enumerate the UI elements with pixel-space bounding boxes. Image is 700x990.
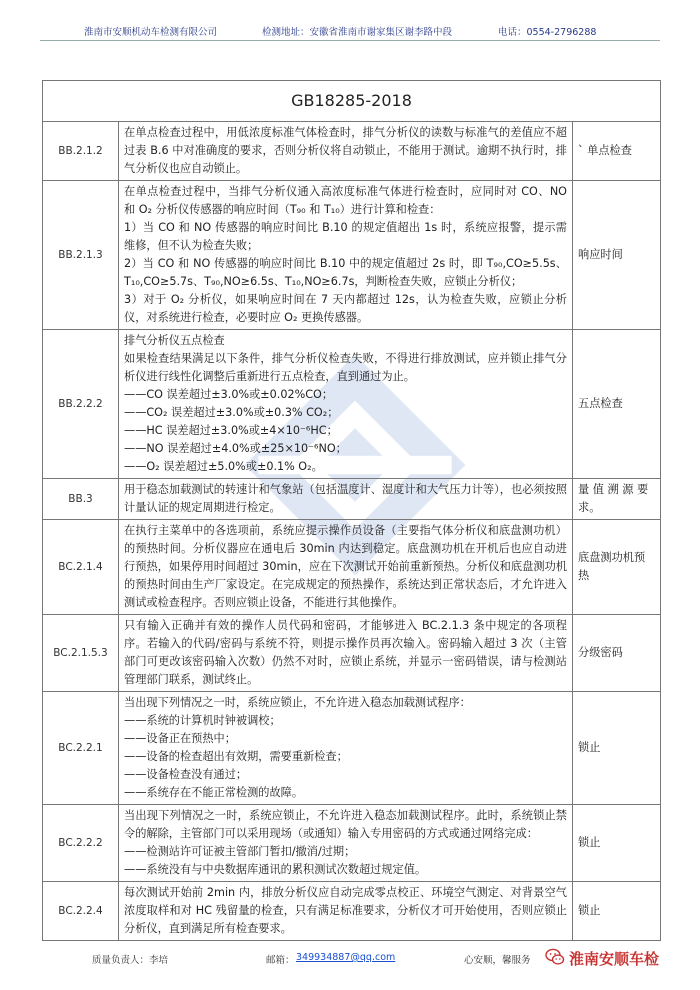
header-address: 检测地址：安徽省淮南市谢家集区谢李路中段 [262,27,453,38]
requirement-line: 1）当 CO 和 NO 传感器的响应时间比 B.10 的规定值超出 1s 时，系统应报警，提示需维修，但不认为检查失败； [124,221,567,252]
clause-code: BC.2.2.4 [43,882,119,941]
requirement-line: 在单点检查过程中，用低浓度标准气体检查时，排气分析仪的读数与标准气的差值应不超过表 B.6 中对准确度的要求，否则分析仪将自动锁止，不能用于测试。逾期不执行时，排气分析仪也应自动锁止。 [124,126,567,175]
requirement-line: 排气分析仪五点检查 [124,334,225,347]
table-row [43,122,661,181]
wechat-account-name: 淮南安顺车检 [569,950,660,968]
requirement-line: 如果检查结果满足以下条件，排气分析仪检查失败，不得进行排放测试，应并锁止排气分析仪进行线性化调整后重新进行五点检查，直到通过为止。 [124,352,567,383]
requirement-line: 当出现下列情况之一时，系统应锁止，不允许进入稳态加载测试程序。此时，系统锁止禁令的解除，主管部门可以采用现场（或通知）输入专用密码的方式或通过网络完成： [124,809,567,840]
clause-code: BC.2.1.4 [43,520,119,615]
header-company: 淮南市安顺机动车检测有限公司 [84,27,218,38]
table-title-row [43,81,661,122]
footer-qa-manager: 质量负责人：李培 [92,955,169,966]
clause-requirement [119,330,573,479]
clause-category: 五点检查 [573,330,661,479]
clause-code: BB.2.1.2 [43,122,119,181]
clause-category: 锁止 [573,692,661,805]
footer-slogan: 心安顺，馨服务 [464,955,531,966]
clause-requirement [119,520,573,615]
clause-requirement [119,122,573,181]
table-row [43,330,661,479]
table-row [43,882,661,941]
requirement-line: ——检测站许可证被主管部门暂扣/撤消/过期； [124,845,356,858]
page-footer [40,946,660,970]
clause-requirement [119,805,573,882]
table-row [43,805,661,882]
requirement-line: ——系统存在不能正常检测的故障。 [124,786,304,799]
clause-category: 响应时间 [573,181,661,330]
requirement-line: ——设备正在预热中； [124,732,236,745]
page-header [40,18,660,41]
requirement-line: 用于稳态加载测试的转速计和气象站（包括温度计、湿度计和大气压力计等），也必须按照计量认证的规定周期进行检定。 [124,483,567,514]
clause-requirement [119,479,573,520]
clause-requirement [119,615,573,692]
table-row [43,692,661,805]
requirement-line: ——O₂ 误差超过±5.0%或±0.1% O₂。 [124,460,323,473]
header-phone: 电话：0554-2796288 [498,27,597,38]
clause-requirement [119,692,573,805]
footer-mail-label: 邮箱： [266,955,295,966]
requirement-line: 在执行主菜单中的各选项前，系统应提示操作员设备（主要指气体分析仪和底盘测功机）的预热时间。分析仪器应在通电后 30min 内达到稳定。底盘测功机在开机后也应自动进行预热，如果停用时间超过 30min，应在下次测试开始前重新预热。分析仪和底盘测功机的预热时间由生产厂家设定。在完成规定的预热操作，系统达到正常状态后，才允许进入测试或检查程序。否则应锁止设备，不能进行其他操作。 [124,524,567,609]
requirement-line: 2）当 CO 和 NO 传感器的响应时间比 B.10 中的规定值超过 2s 时，即 T₉₀,CO≥5.5s、T₁₀,CO≥5.7s、T₉₀,NO≥6.5s、T₁₀,NO≥6.7s，判断检查失败，应锁止分析仪； [124,257,567,288]
clause-requirement [119,882,573,941]
requirement-line: ——系统没有与中央数据库通讯的累积测试次数超过规定值。 [124,863,427,876]
requirement-line: ——设备检查没有通过； [124,768,248,781]
clause-requirement [119,181,573,330]
table-row [43,520,661,615]
requirement-line: 在单点检查过程中，当排气分析仪通入高浓度标准气体进行检查时，应同时对 CO、NO 和 O₂ 分析仪传感器的响应时间（T₉₀ 和 T₁₀）进行计算和检查： [124,185,567,216]
requirement-line: 3）对于 O₂ 分析仪，如果响应时间在 7 天内都超过 12s，认为检查失败，应锁止分析仪，对系统进行检查，必要时应 O₂ 更换传感器。 [124,293,567,324]
table-title: GB18285-2018 [43,81,661,122]
clause-code: BC.2.2.2 [43,805,119,882]
requirement-line: ——系统的计算机时钟被调校； [124,714,281,727]
wechat-icon [545,947,565,967]
clause-category: 分级密码 [573,615,661,692]
requirement-line: 只有输入正确并有效的操作人员代码和密码，才能够进入 BC.2.1.3 条中规定的各项程序。若输入的代码/密码与系统不符，则提示操作员再次输入。密码输入超过 3 次（主管部门可更改该密码输入次数）仍然不对时，应锁止系统，并显示一密码错误，请与检测站管理部门联系，测试终止。 [124,619,567,686]
requirement-line: 当出现下列情况之一时，系统应锁止，不允许进入稳态加载测试程序： [124,696,471,709]
clause-code: BC.2.2.1 [43,692,119,805]
table-row [43,615,661,692]
clause-category: 锁止 [573,882,661,941]
table-row [43,181,661,330]
clause-category: 底盘测功机预热 [573,520,661,615]
clause-category: ` 单点检查 [573,122,661,181]
requirement-line: ——HC 误差超过±3.0%或±4×10⁻⁶HC； [124,424,338,437]
standard-table [42,80,661,941]
table-row [43,479,661,520]
requirement-line: ——CO 误差超过±3.0%或±0.02%CO； [124,388,334,401]
clause-code: BB.2.2.2 [43,330,119,479]
clause-code: BB.3 [43,479,119,520]
clause-category: 量 值 溯 源 要求。 [573,479,661,520]
footer-mail-link[interactable]: 349934887@qq.com [296,952,396,963]
clause-code: BB.2.1.3 [43,181,119,330]
requirement-line: ——NO 误差超过±4.0%或±25×10⁻⁶NO； [124,442,347,455]
requirement-line: 每次测试开始前 2min 内，排放分析仪应自动完成零点校正、环境空气测定、对背景空气浓度取样和对 HC 残留量的检查，只有满足标准要求，分析仪才可开始使用，否则应锁止分析仪，直到满足所有检查要求。 [124,886,567,935]
clause-code: BC.2.1.5.3 [43,615,119,692]
clause-category: 锁止 [573,805,661,882]
requirement-line: ——设备的检查超出有效期，需要重新检查； [124,750,348,763]
requirement-line: ——CO₂ 误差超过±3.0%或±0.3% CO₂； [124,406,339,419]
